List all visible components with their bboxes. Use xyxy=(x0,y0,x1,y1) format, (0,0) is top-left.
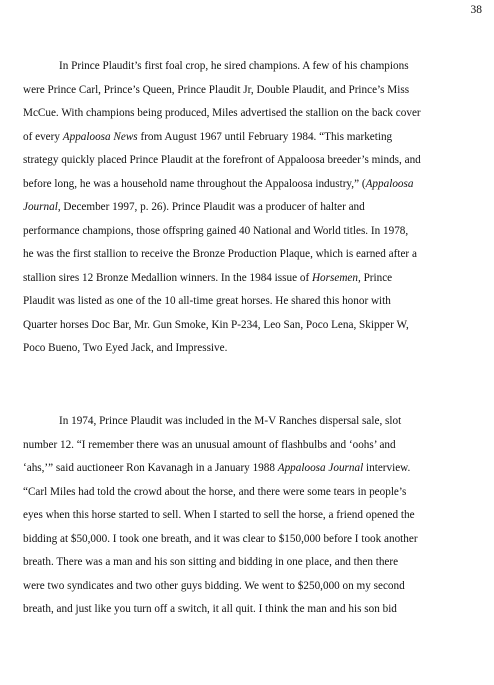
text-line xyxy=(23,337,479,361)
paragraph xyxy=(23,55,479,361)
text-run: Prince xyxy=(360,271,393,284)
text-run: breath, and just like you turn off a switch, it all quit. I think the man and his son bid xyxy=(23,603,397,615)
paragraph xyxy=(23,410,479,622)
page-number: 38 xyxy=(470,4,482,16)
text-run: from August 1967 until February 1984. “This marketing xyxy=(137,130,393,143)
text-line xyxy=(23,55,479,79)
text-line xyxy=(23,551,479,575)
text-line xyxy=(23,314,479,338)
text-line xyxy=(23,575,479,599)
text-run: bidding at $50,000. I took one breath, and it was clear to $150,000 before I took another xyxy=(23,532,418,545)
text-run: McCue. With champions being produced, Miles advertised the stallion on the back cover xyxy=(23,107,421,119)
text-line xyxy=(23,126,479,150)
text-line xyxy=(23,79,479,103)
text-run: of every xyxy=(23,130,63,143)
text-run: ‘ahs,’” said auctioneer Ron Kavanagh in a January 1988 xyxy=(23,462,278,474)
text-run: eyes when this horse started to sell. When I started to sell the horse, a friend opened the xyxy=(23,509,415,521)
text-line xyxy=(23,598,479,622)
text-line xyxy=(23,457,479,481)
italic-title: Appaloosa News xyxy=(62,130,138,143)
text-line xyxy=(23,220,479,244)
text-run: strategy quickly placed Prince Plaudit at the forefront of Appaloosa breeder’s minds, and xyxy=(23,154,421,166)
text-line xyxy=(23,149,479,173)
text-line xyxy=(23,528,479,552)
text-run: number 12. “I remember there was an unusual amount of flashbulbs and ‘oohs’ and xyxy=(23,438,396,451)
italic-title: Appaloosa xyxy=(365,177,414,190)
italic-title: Horsemen, xyxy=(311,271,361,284)
text-line xyxy=(23,102,479,126)
text-run: “Carl Miles had told the crowd about the horse, and there were some tears in people’s xyxy=(23,485,407,498)
text-run: Plaudit was listed as one of the 10 all-time great horses. He shared this honor with xyxy=(23,295,391,307)
text-run: , December 1997, p. 26). Prince Plaudit was a producer of halter and xyxy=(57,201,365,213)
text-line xyxy=(23,410,479,434)
text-run: interview. xyxy=(363,462,411,474)
text-line xyxy=(23,173,479,197)
text-run: Quarter horses Doc Bar, Mr. Gun Smoke, Kin P-234, Leo San, Poco Lena, Skipper W, xyxy=(23,318,409,331)
text-line xyxy=(23,196,479,220)
text-run: before long, he was a household name throughout the Appaloosa industry,” ( xyxy=(23,177,366,190)
text-line xyxy=(23,267,479,291)
text-run: he was the first stallion to receive the Bronze Production Plaque, which is earned after a xyxy=(23,248,417,260)
text-run: breath. There was a man and his son sitting and bidding in one place, and then there xyxy=(23,556,399,568)
text-line xyxy=(23,434,479,458)
text-run: In Prince Plaudit’s first foal crop, he sired champions. A few of his champions xyxy=(59,60,409,72)
text-line xyxy=(23,481,479,505)
text-line xyxy=(23,243,479,267)
text-run: stallion sires 12 Bronze Medallion winners. In the 1984 issue of xyxy=(23,271,312,284)
text-run: In 1974, Prince Plaudit was included in the M-V Ranches dispersal sale, slot xyxy=(59,415,402,427)
text-line xyxy=(23,290,479,314)
text-run: performance champions, those offspring gained 40 National and World titles. In 1978, xyxy=(23,224,409,237)
text-line xyxy=(23,504,479,528)
text-run: were Prince Carl, Prince’s Queen, Prince Plaudit Jr, Double Plaudit, and Prince’s Miss xyxy=(23,83,410,96)
italic-title: Appaloosa Journal xyxy=(277,462,364,474)
italic-title: Journal xyxy=(23,201,58,213)
text-run: Poco Bueno, Two Eyed Jack, and Impressive. xyxy=(23,342,228,354)
text-run: were two syndicates and two other guys bidding. We went to $250,000 on my second xyxy=(23,579,405,592)
